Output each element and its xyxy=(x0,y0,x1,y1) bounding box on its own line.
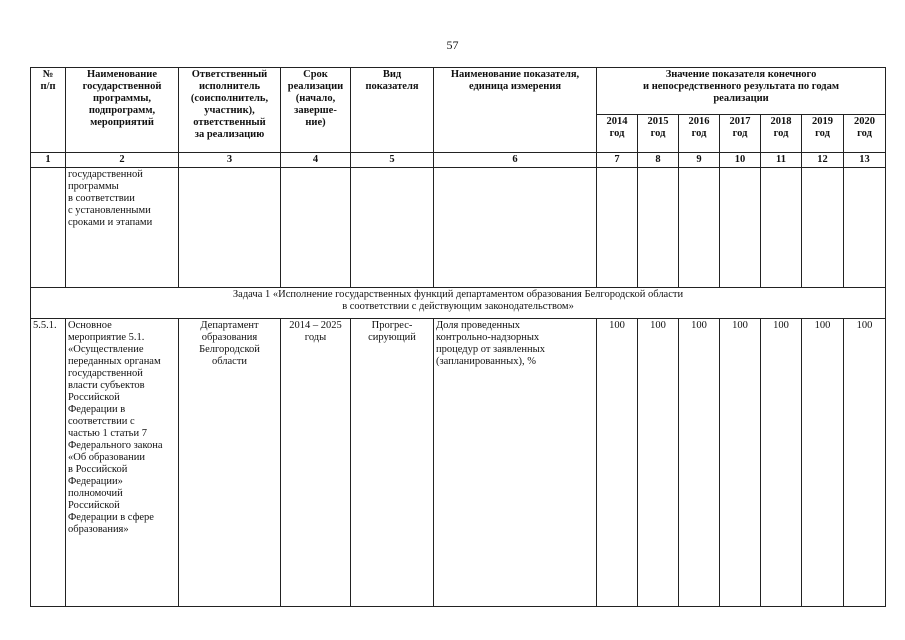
continuation-row xyxy=(31,168,886,288)
continuation-text: государственной программы в соответствии с установленными сроками и этапами xyxy=(66,168,179,288)
value-cell: 100 xyxy=(638,319,679,607)
header-values-group: Значение показателя конечного и непосредственного результата по годам реализации xyxy=(597,68,886,115)
column-number: 7 xyxy=(597,153,638,168)
table-header xyxy=(31,68,886,153)
column-number: 9 xyxy=(679,153,720,168)
header-indicator-name: Наименование показателя, единица измерения xyxy=(434,68,597,153)
header-indicator-type: Вид показателя xyxy=(351,68,434,153)
header-year: 2018 год xyxy=(761,115,802,153)
column-number: 2 xyxy=(66,153,179,168)
column-number: 10 xyxy=(720,153,761,168)
column-number: 11 xyxy=(761,153,802,168)
header-name: Наименование государственной программы, подпрограмм, мероприятий xyxy=(66,68,179,153)
column-number: 4 xyxy=(281,153,351,168)
row-number: 5.5.1. xyxy=(31,319,66,607)
value-cell: 100 xyxy=(679,319,720,607)
header-year: 2019 год xyxy=(802,115,844,153)
value-cell: 100 xyxy=(761,319,802,607)
task-row xyxy=(31,288,886,319)
column-number: 5 xyxy=(351,153,434,168)
task-title: Задача 1 «Исполнение государственных функций департаментом образования Белгородской области в соответствии с действующим законодательством» xyxy=(31,288,886,319)
value-cell: 100 xyxy=(844,319,886,607)
value-cell: 100 xyxy=(720,319,761,607)
event-name: Основное мероприятие 5.1. «Осуществление переданных органам государственной власти субъектов Российской Федерации в соответствии с частью 1 статьи 7 Федерального закона «Об образовании в Российской Федерации» полномочий Российской Федерации в сфере образования» xyxy=(66,319,179,607)
column-number: 8 xyxy=(638,153,679,168)
column-number: 13 xyxy=(844,153,886,168)
header-year: 2014 год xyxy=(597,115,638,153)
page-number: 57 xyxy=(446,38,459,52)
column-numbers-row xyxy=(31,153,886,168)
header-year: 2017 год xyxy=(720,115,761,153)
header-year: 2016 год xyxy=(679,115,720,153)
table-row xyxy=(31,319,886,607)
column-number: 6 xyxy=(434,153,597,168)
value-cell: 100 xyxy=(802,319,844,607)
header-period: Срок реализации (начало, заверше- ние) xyxy=(281,68,351,153)
header-year: 2015 год xyxy=(638,115,679,153)
executor: Департамент образования Белгородской области xyxy=(179,319,281,607)
header-year: 2020 год xyxy=(844,115,886,153)
indicator-type: Прогрес- сирующий xyxy=(351,319,434,607)
period: 2014 – 2025 годы xyxy=(281,319,351,607)
indicators-table xyxy=(30,67,886,607)
header-number: № п/п xyxy=(31,68,66,153)
column-number: 1 xyxy=(31,153,66,168)
header-executor: Ответственный исполнитель (соисполнитель, участник), ответственный за реализацию xyxy=(179,68,281,153)
indicator-name: Доля проведенных контрольно-надзорных процедур от заявленных (запланированных), % xyxy=(434,319,597,607)
column-number: 3 xyxy=(179,153,281,168)
value-cell: 100 xyxy=(597,319,638,607)
column-number: 12 xyxy=(802,153,844,168)
